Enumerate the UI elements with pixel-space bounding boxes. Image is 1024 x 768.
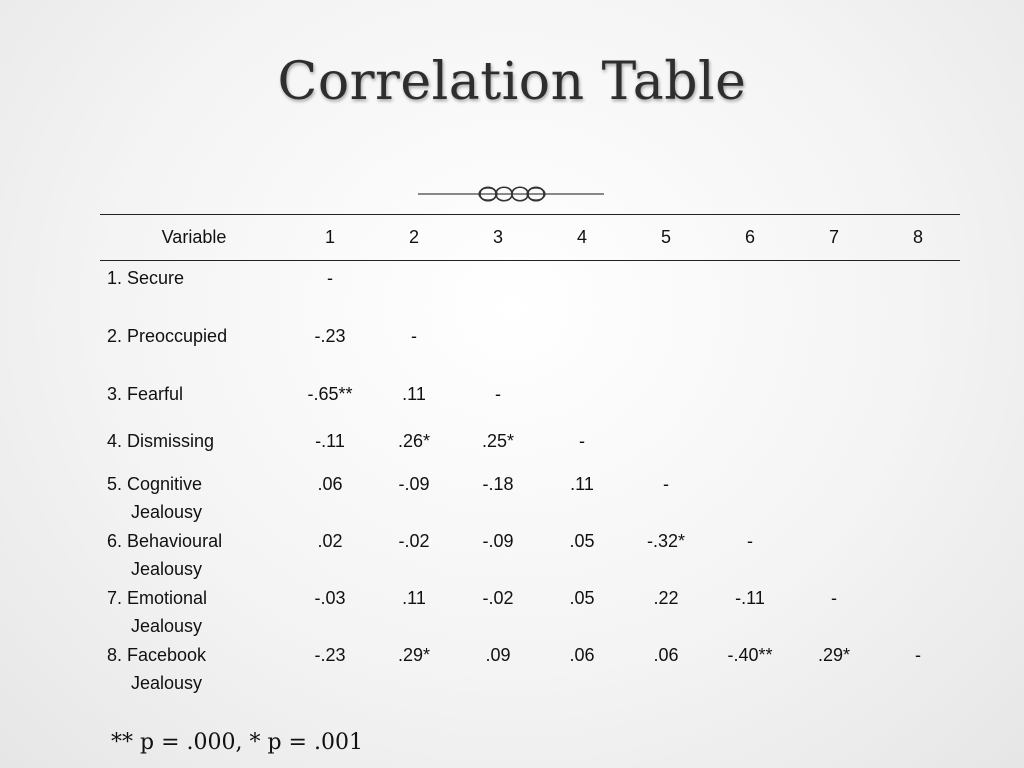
correlation-cell: .25* — [481, 430, 515, 451]
header-col-2: 2 — [372, 215, 456, 261]
variable-name-continuation: Jealousy — [131, 501, 203, 522]
variable-name: 6. Behavioural — [107, 530, 223, 551]
correlation-cell: - — [579, 430, 585, 451]
header-col-5: 5 — [624, 215, 708, 261]
variable-name-cell — [100, 469, 288, 526]
variable-name-cell — [100, 526, 288, 583]
correlation-cell: .29* — [397, 644, 431, 665]
table-row — [100, 377, 960, 423]
table-row — [100, 261, 960, 319]
correlation-cell — [624, 423, 708, 469]
correlation-cell — [876, 423, 960, 469]
table-row — [100, 319, 960, 377]
correlation-cell: - — [915, 644, 921, 665]
variable-name: 4. Dismissing — [107, 430, 215, 451]
correlation-cell — [540, 319, 624, 377]
correlation-cell — [540, 261, 624, 319]
correlation-cell — [792, 423, 876, 469]
correlation-cell — [792, 469, 876, 526]
table-row — [100, 526, 960, 583]
variable-name-continuation: Jealousy — [131, 615, 203, 636]
correlation-cell: - — [831, 587, 837, 608]
table-row — [100, 583, 960, 640]
correlation-cell — [708, 261, 792, 319]
correlation-cell: .29* — [817, 644, 851, 665]
variable-name-cell — [100, 640, 288, 697]
variable-name-cell — [100, 261, 288, 319]
correlation-cell: -.18 — [482, 473, 514, 494]
variable-name: 5. Cognitive — [107, 473, 203, 494]
correlation-cell: - — [495, 383, 501, 404]
correlation-cell: -.32* — [646, 530, 686, 551]
significance-footnote: ** p = .000, * p = .001 — [111, 730, 363, 755]
correlation-cell: -.03 — [314, 587, 346, 608]
correlation-cell: .11 — [570, 473, 594, 494]
variable-name: 8. Facebook — [107, 644, 207, 665]
header-col-6: 6 — [708, 215, 792, 261]
correlation-cell: - — [327, 268, 333, 288]
correlation-cell — [456, 319, 540, 377]
slide-title: Correlation Table — [277, 52, 747, 112]
correlation-cell: .06 — [653, 644, 679, 665]
correlation-cell: .05 — [569, 587, 595, 608]
correlation-cell: .05 — [569, 530, 595, 551]
correlation-cell: -.02 — [482, 587, 514, 608]
variable-name-cell — [100, 319, 288, 377]
variable-name-cell — [100, 583, 288, 640]
correlation-cell: .11 — [402, 383, 426, 404]
correlation-cell: - — [411, 325, 417, 346]
correlation-cell — [792, 526, 876, 583]
correlation-cell — [792, 377, 876, 423]
correlation-cell: -.23 — [314, 325, 346, 346]
correlation-cell — [876, 377, 960, 423]
correlation-cell: -.40** — [727, 644, 773, 665]
variable-name-cell — [100, 377, 288, 423]
correlation-table — [100, 214, 960, 697]
correlation-cell — [708, 423, 792, 469]
correlation-cell — [708, 377, 792, 423]
header-col-1: 1 — [288, 215, 372, 261]
correlation-cell — [456, 261, 540, 319]
correlation-cell — [792, 261, 876, 319]
correlation-cell: .06 — [569, 644, 595, 665]
correlation-cell — [708, 319, 792, 377]
header-col-7: 7 — [792, 215, 876, 261]
variable-name: 3. Fearful — [107, 383, 184, 404]
correlation-cell — [624, 319, 708, 377]
correlation-cell: -.65** — [307, 383, 353, 404]
correlation-cell: .06 — [317, 473, 343, 494]
header-col-8: 8 — [876, 215, 960, 261]
correlation-cell — [708, 469, 792, 526]
correlation-cell — [624, 377, 708, 423]
correlation-cell: - — [663, 473, 669, 494]
table-header-row — [100, 215, 960, 261]
correlation-cell — [372, 261, 456, 319]
correlation-cell: - — [747, 530, 753, 551]
variable-name: 7. Emotional — [107, 587, 208, 608]
correlation-cell: .11 — [402, 587, 426, 608]
table-row — [100, 423, 960, 469]
correlation-cell — [876, 526, 960, 583]
correlation-cell — [792, 319, 876, 377]
correlation-cell — [876, 583, 960, 640]
variable-name-continuation: Jealousy — [131, 558, 203, 579]
variable-name: 2. Preoccupied — [107, 325, 228, 346]
correlation-cell: -.09 — [398, 473, 430, 494]
correlation-cell — [876, 261, 960, 319]
variable-name-continuation: Jealousy — [131, 672, 203, 693]
correlation-cell: .09 — [485, 644, 511, 665]
header-col-3: 3 — [456, 215, 540, 261]
correlation-cell: -.09 — [482, 530, 514, 551]
correlation-cell: .26* — [397, 430, 431, 451]
correlation-cell — [876, 469, 960, 526]
table-body — [100, 261, 960, 697]
correlation-cell: .22 — [653, 587, 679, 608]
table-row — [100, 469, 960, 526]
header-col-4: 4 — [540, 215, 624, 261]
correlation-cell — [540, 377, 624, 423]
correlation-cell: .02 — [317, 530, 343, 551]
variable-name: 1. Secure — [107, 268, 185, 288]
table-row — [100, 640, 960, 697]
correlation-cell: -.11 — [315, 430, 345, 451]
correlation-cell: -.23 — [314, 644, 346, 665]
correlation-cell: -.02 — [398, 530, 430, 551]
header-variable: Variable — [100, 215, 288, 261]
correlation-cell — [876, 319, 960, 377]
correlation-cell — [624, 261, 708, 319]
correlation-cell: -.11 — [735, 587, 765, 608]
ornament-divider-icon — [418, 181, 604, 207]
variable-name-cell — [100, 423, 288, 469]
